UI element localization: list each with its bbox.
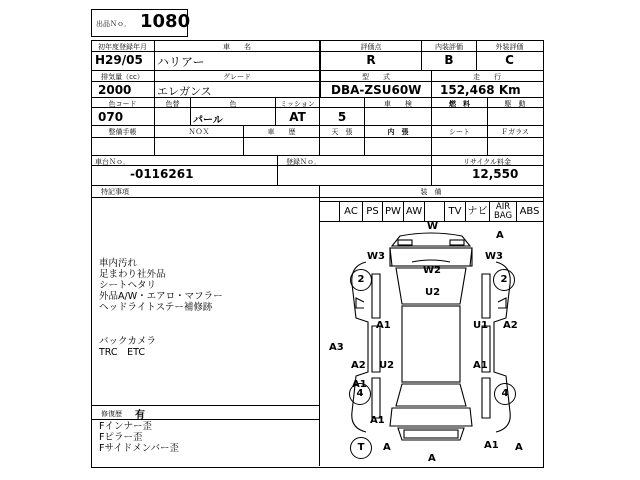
damage-mark: A1 — [370, 415, 385, 426]
repair-note: Fサイドメンバー歪 — [99, 443, 180, 454]
chassis-no-value: -0116261 — [130, 167, 194, 181]
repair-note: Fインナー歪 — [99, 421, 152, 432]
remarks-header: 特記事項 — [101, 188, 129, 196]
recycle-fee-value: 12,550 — [472, 167, 519, 181]
tire-rear-right: 4 — [494, 383, 516, 405]
doors-value: 5 — [337, 110, 347, 124]
equipment-airbag: AIR BAG — [493, 202, 513, 221]
glass-header: Ｆガラス — [501, 128, 529, 136]
maintenance-header: 整備手帳 — [108, 128, 137, 136]
first-reg-header: 初年度登録年月 — [98, 43, 147, 51]
displacement-header: 排気量（cc） — [101, 73, 144, 81]
interior-score-value: B — [444, 53, 454, 67]
equipment-header: 装 備 — [420, 188, 442, 196]
color-value: パール — [193, 115, 223, 126]
transmission-header: ミッション — [280, 100, 315, 108]
score-header: 評価点 — [360, 43, 382, 51]
damage-mark: W — [427, 221, 439, 232]
damage-mark: A — [496, 230, 504, 241]
inspection-header: 車 検 — [384, 100, 412, 108]
car-name-header: 車 名 — [223, 43, 251, 51]
damage-mark: A — [428, 453, 436, 464]
mileage-header: 走 行 — [473, 73, 501, 81]
color-code-header: 色コード — [108, 100, 137, 108]
damage-mark: A1 — [376, 320, 391, 331]
damage-mark: A1 — [484, 440, 499, 451]
chassis-no-header: 車台Ｎｏ． — [95, 158, 130, 166]
equipment-ps: PS — [366, 206, 379, 217]
equipment-aw: AW — [405, 206, 423, 217]
tire-front-left: 2 — [350, 269, 372, 291]
damage-mark: U2 — [425, 287, 441, 298]
recycle-fee-header: リサイクル料金 — [462, 158, 512, 166]
model-value: DBA-ZSU60W — [331, 83, 422, 97]
car-name-value: ハリアー — [157, 55, 205, 69]
repair-history-header: 修復歴 — [101, 410, 122, 418]
grade-value: エレガンス — [157, 85, 212, 98]
equipment-abs: ABS — [519, 206, 540, 217]
remark-line: 足まわり社外品 — [99, 269, 166, 280]
damage-mark: W2 — [423, 265, 441, 276]
repair-note: Fピラー歪 — [99, 432, 143, 443]
transmission-value: AT — [289, 110, 306, 124]
damage-mark: W3 — [485, 251, 503, 262]
tire-rear-left: 4 — [349, 383, 371, 405]
reg-no-header: 登録Ｎｏ． — [286, 158, 321, 166]
equipment-ac: AC — [344, 206, 358, 217]
damage-mark: A2 — [503, 320, 518, 331]
lot-number-label: 出品Ｎｏ． — [96, 20, 131, 28]
grade-header: グレード — [223, 73, 251, 81]
damage-mark: A1 — [352, 379, 367, 390]
seat-header: シート — [449, 128, 470, 136]
remark-line: TRC ETC — [99, 347, 145, 358]
exterior-score-header: 外装評価 — [495, 43, 524, 51]
equipment-navi: ナビ — [467, 206, 488, 217]
exterior-score-value: C — [505, 53, 514, 67]
color-code-value: 070 — [98, 110, 124, 124]
drive-header: 駆 動 — [504, 100, 526, 108]
lot-number-box — [91, 9, 191, 37]
tire-front-right: 2 — [493, 269, 515, 291]
damage-mark: W3 — [367, 251, 385, 262]
remark-line: バックカメラ — [99, 336, 157, 347]
damage-mark: U1 — [473, 320, 489, 331]
spare-tire: T — [350, 437, 372, 459]
equipment-blank — [425, 203, 444, 221]
first-reg-value: H29/05 — [95, 53, 143, 67]
roof-header: 天 張 — [331, 128, 353, 136]
repair-history-value: 有 — [135, 410, 145, 421]
remark-line: シートヘタリ — [99, 280, 157, 291]
damage-mark: A1 — [473, 360, 488, 371]
damage-mark: A — [383, 442, 391, 453]
damage-mark: U2 — [379, 360, 395, 371]
history-header: 車 歴 — [267, 128, 296, 136]
remark-line: 外品A/W・エアロ・マフラー — [99, 291, 223, 302]
interior-header: 内 張 — [387, 128, 409, 136]
equipment-tv: TV — [448, 206, 462, 217]
equipment-pw: PW — [385, 206, 401, 217]
lot-number: 1080 — [140, 11, 191, 32]
mileage-value: 152,468 Km — [440, 83, 521, 97]
score-value: R — [366, 53, 376, 67]
displacement-value: 2000 — [98, 83, 132, 97]
interior-score-header: 内装評価 — [435, 43, 463, 51]
nox-header: ＮＯＸ — [188, 128, 210, 136]
model-header: 型 式 — [362, 73, 390, 81]
damage-mark: A3 — [329, 342, 344, 353]
damage-mark: A2 — [351, 360, 366, 371]
fuel-header: 燃 料 — [449, 100, 470, 108]
color-type-header: 色替 — [165, 100, 180, 108]
damage-mark: A — [515, 442, 523, 453]
remark-line: ヘッドライトステー補修跡 — [99, 302, 213, 313]
remark-line: 車内汚れ — [99, 258, 138, 269]
car-diagram — [320, 222, 542, 466]
color-header: 色 — [229, 100, 237, 108]
